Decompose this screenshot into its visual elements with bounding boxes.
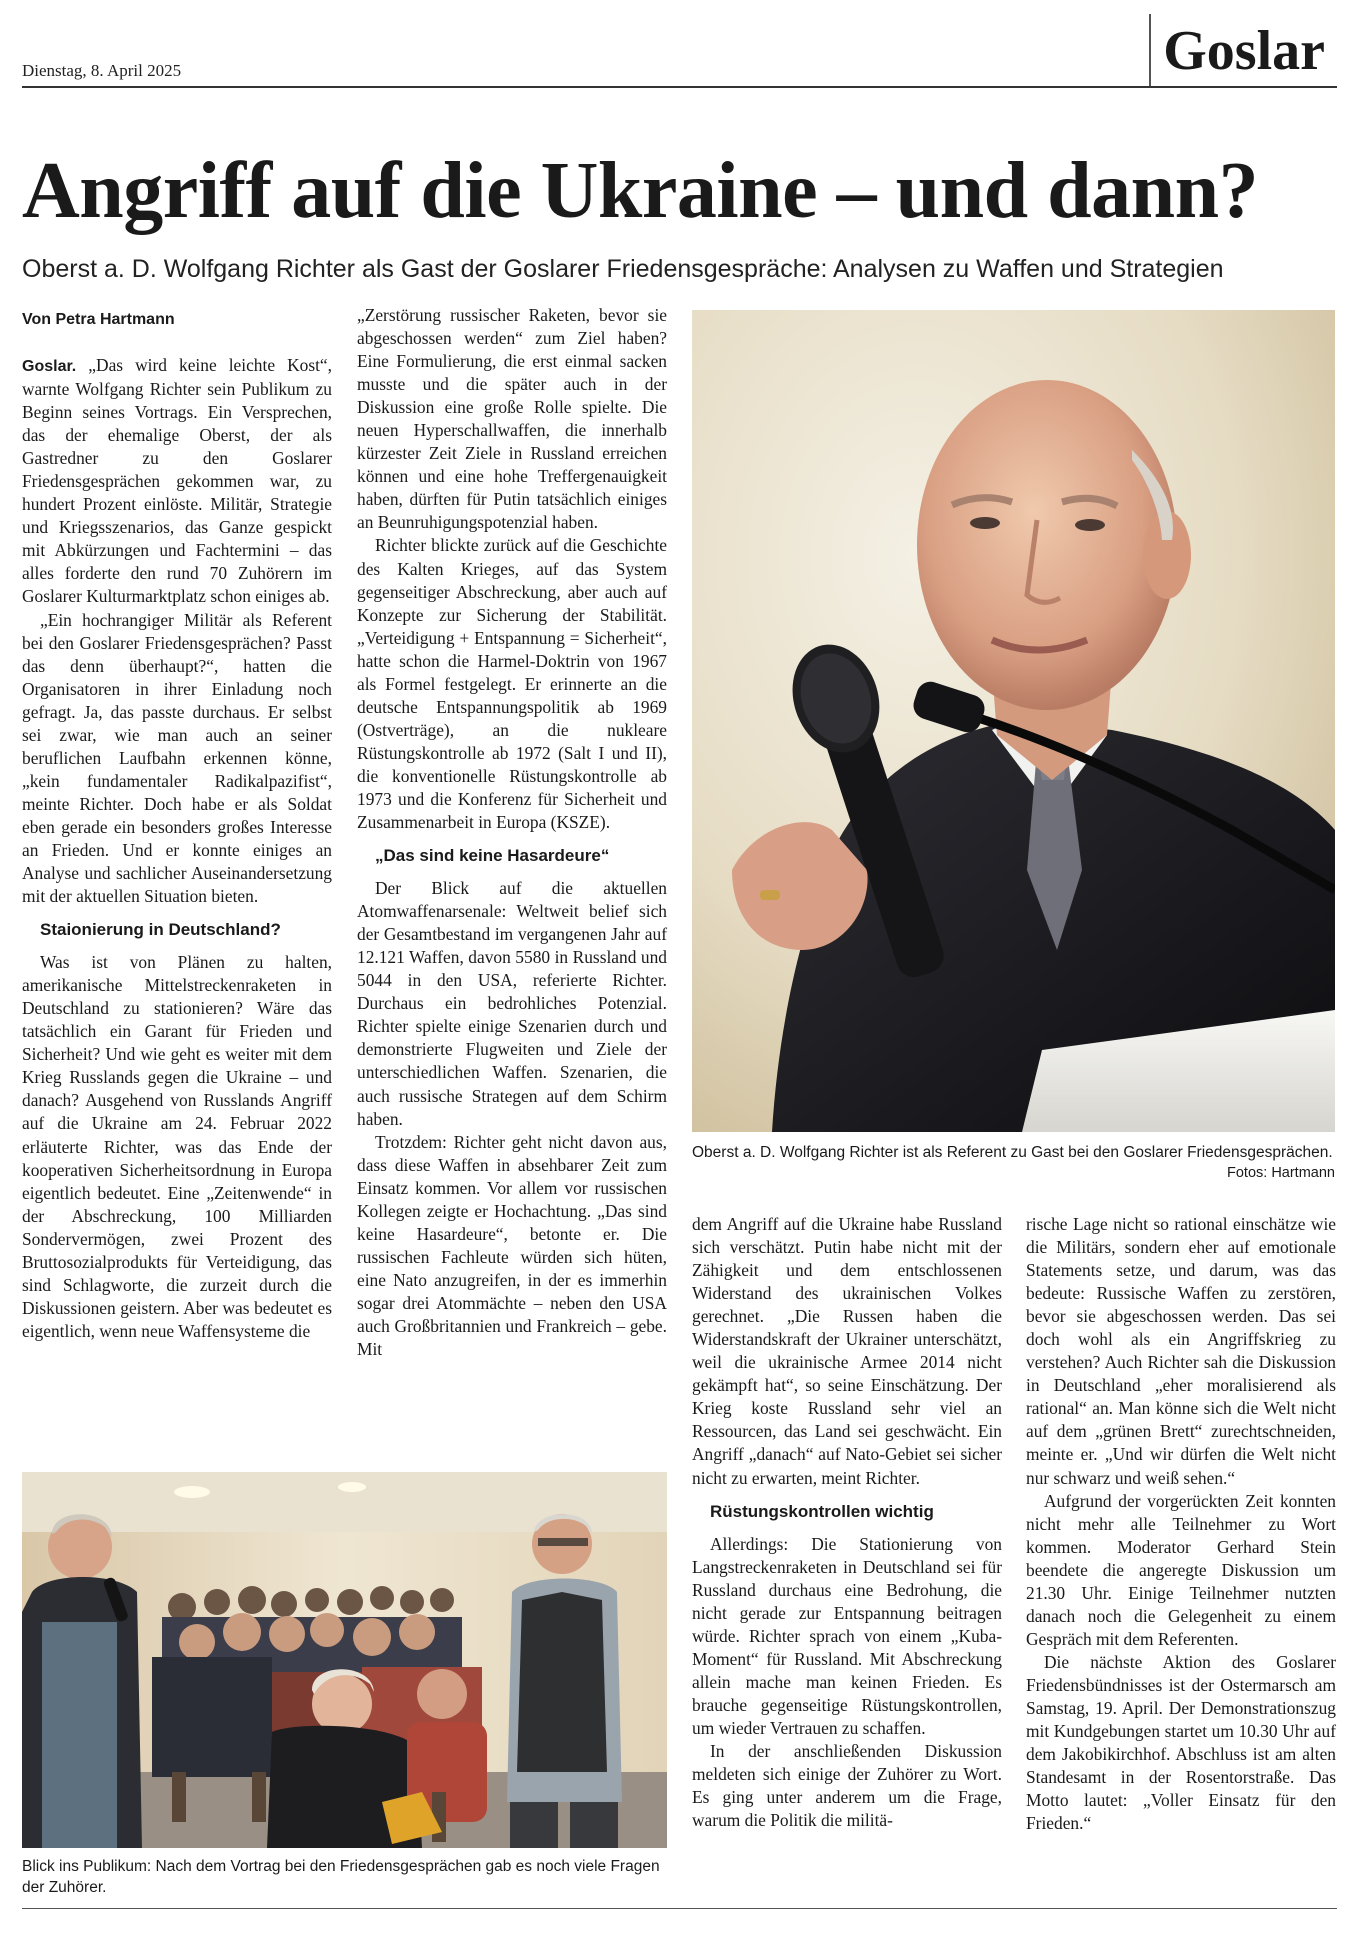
paragraph: Der Blick auf die aktuellen Atomwaffenarsenale: Weltweit belief sich der Gesamtbestand im vergangenen Jahr auf 12.121 Waffen, davon 5580 in Russland und 5044 in den USA, referierte Richter. Durchaus ein bedrohliches Potenzial. Richter spielte einige Szenarien durch und demonstrierte Flugweiten und Ziele der unterschiedlichen Waffen. Szenarien, die auch russische Strategen auf dem Schirm haben. bbox=[357, 878, 667, 1129]
section-title: Goslar bbox=[1149, 14, 1333, 88]
paragraph: dem Angriff auf die Ukraine habe Russland sich verschätzt. Putin habe nicht mit der Zähigkeit und dem entschlossenen Widerstand des ukrainischen Volkes gerechnet. „Die Russen haben die Widerstandskraft der Ukrainer unterschätzt, weil die ukrainische Armee 2014 nicht gekämpft hat“, so seine Einschätzung. Der Krieg koste Russland sehr viel an Ressourcen, das Land sei geschwächt. Ein Angriff „danach“ auf Nato-Gebiet sei sicher nicht zu erwarten, meint Richter. bbox=[692, 1214, 1002, 1488]
issue-date: Dienstag, 8. April 2025 bbox=[22, 61, 182, 80]
byline: Von Petra Hartmann bbox=[22, 311, 175, 328]
paragraph: Was ist von Plänen zu halten, amerikanische Mittelstreckenraketen in Deutschland zu stationieren? Wäre das tatsächlich ein Garant für Frieden und Sicherheit? Und wie geht es weiter mit dem Krieg Russlands gegen die Ukraine – und danach? Ausgehend von Russlands Angriff auf die Ukraine am 24. Februar 2022 erläuterte Richter, was das Ende der kooperativen Sicherheitsordnung in Europa eigentlich bedeutet. Eine „Zeitenwende“ in der Abschreckung, 100 Milliarden Sondervermögen, zwei Prozent des Bruttosozialprodukts für Verteidigung, das sind Schlagworte, die zurzeit durch die Diskussionen geistern. Aber was bedeutet es eigentlich, wenn neue Waffensysteme die bbox=[22, 952, 332, 1341]
page-header bbox=[22, 14, 1337, 88]
paragraph: „Zerstörung russischer Raketen, bevor sie abgeschossen werden“ zum Ziel haben? Eine Formulierung, die erst einmal sacken musste und die später auch in der Diskussion eine große Rolle spielte. Die neuen Hyperschallwaffen, die innerhalb kürzester Zeit Ziele in Russland erreichen können und eine hohe Treffergenauigkeit haben, dürften für Putin tatsächlich einiges an Beunruhigungspotenzial haben. bbox=[357, 305, 667, 533]
paragraph: Goslar. „Das wird keine leichte Kost“, warnte Wolfgang Richter sein Publikum zu Beginn seines Vortrags. Ein Versprechen, das der ehemalige Oberst, der als Gastredner zu den Goslarer Friedensgesprächen gekommen war, zu hundert Prozent einlöste. Militär, Strategie und Kriegsszenarios, das Ganze gespickt mit Abkürzungen und Fachtermini – das alles forderte den rund 70 Zuhörern im Goslarer Kulturmarktplatz schon einiges ab. bbox=[22, 355, 332, 607]
dateline: Goslar. bbox=[22, 358, 77, 375]
header-rule bbox=[22, 86, 1337, 88]
paragraph: rische Lage nicht so rational einschätze wie die Militärs, sondern eher auf emotionale Statements setze, und darum, was das bedeute: Russische Waffen zu zerstören, bevor sie abgeschossen werden. Das sei doch wohl als ein Angriffskrieg zu verstehen? Auch Richter sah die Diskussion in Deutschland „eher moralisierend als rational“ an. Man könne sich die Welt nicht auf dem „grünen Brett“ zurechtschneiden, meinte er. „Und wir dürfen die Welt nicht nur schwarz und weiß sehen.“ bbox=[1026, 1214, 1336, 1488]
paragraph: Richter blickte zurück auf die Geschichte des Kalten Krieges, auf das System gegenseitiger Abschreckung, aber auch auf Konzepte zur Sicherung der Stabilität. „Verteidigung + Entspannung = Sicherheit“, hatte schon die Harmel-Doktrin von 1967 als Formel festgelegt. Er erinnerte an die deutsche Entspannungspolitik ab 1969 (Ostverträge), an die nukleare Rüstungskontrolle ab 1972 (Salt I und II), die konventionelle Rüstungskontrolle ab 1973 und die Konferenz für Sicherheit und Zusammenarbeit in Europa (KSZE). bbox=[357, 535, 667, 833]
paragraph: Allerdings: Die Stationierung von Langstreckenraketen in Deutschland sei für Russland durchaus eine Bedrohung, die nicht gerade zur Entspannung beitragen würde. Richter sprach von einem „Kuba-Moment“ für Russland. Mit Abschreckung allein mache man keinen Frieden. Es brauche gegenseitige Rüstungskontrollen, um wieder Vertrauen zu schaffen. bbox=[692, 1533, 1002, 1738]
paragraph: Die nächste Aktion des Goslarer Friedensbündnisses ist der Ostermarsch am Samstag, 19. April. Der Demonstrationszug mit Kundgebungen startet um 10.30 Uhr auf dem Jakobikirchhof. Abschluss ist am alten Standesamt in der Rosentorstraße. Das Motto lautet: „Voller Einsatz für den Frieden.“ bbox=[1026, 1651, 1336, 1834]
article-column-2 bbox=[357, 304, 667, 1361]
caption-text: Oberst a. D. Wolfgang Richter ist als Referent zu Gast bei den Goslarer Friedensgesprächen. bbox=[692, 1144, 1333, 1161]
headline: Angriff auf die Ukraine – und dann? bbox=[22, 147, 1259, 235]
subheadline: Oberst a. D. Wolfgang Richter als Gast der Goslarer Friedensgespräche: Analysen zu Waffen und Strategien bbox=[22, 255, 1224, 283]
paragraph: Aufgrund der vorgerückten Zeit konnten nicht mehr alle Teilnehmer zu Wort kommen. Moderator Gerhard Stein beendete die angeregte Diskussion um 21.30 Uhr. Einige Teilnehmer nutzten danach noch die Gelegenheit zu einem Gespräch mit dem Referenten. bbox=[1026, 1490, 1336, 1649]
article-column-3 bbox=[692, 1213, 1002, 1832]
audience-photo-caption: Blick ins Publikum: Nach dem Vortrag bei den Friedensgesprächen gab es noch viele Fragen der Zuhörer. bbox=[22, 1858, 660, 1896]
article-column-4 bbox=[1026, 1213, 1336, 1835]
article-column-1 bbox=[22, 308, 332, 1343]
paragraph: In der anschließenden Diskussion meldeten sich einige der Zuhörer zu Wort. Es ging unter anderem um die Frage, warum die Politik die militä- bbox=[692, 1740, 1002, 1831]
speaker-photo bbox=[692, 310, 1335, 1132]
subheading: Staionierung in Deutschland? bbox=[40, 920, 281, 940]
paragraph: Trotzdem: Richter geht nicht davon aus, dass diese Waffen in absehbarer Zeit zum Einsatz kommen. Vor allem vor russischen Kollegen zeigte er Hochachtung. „Das sind keine Hasardeure“, betonte er. Die russischen Fachleute würden sich hüten, eine Nato anzugreifen, in der es immerhin sogar drei Atommächte – neben den USA auch Großbritannien und Frankreich – gebe. Mit bbox=[357, 1131, 667, 1360]
speaker-photo-caption bbox=[692, 1142, 1335, 1181]
subheading: „Das sind keine Hasardeure“ bbox=[375, 846, 610, 866]
page-footer-rule bbox=[22, 1908, 1337, 1909]
photo-credit: Fotos: Hartmann bbox=[1227, 1165, 1335, 1181]
paragraph: „Ein hochrangiger Militär als Referent bei den Goslarer Friedensgesprächen? Passt das denn überhaupt?“, hatten die Organisatoren in ihrer Einladung noch gefragt. Ja, das passte durchaus. Er selbst sei zwar, wie man auch an seiner beruflichen Laufbahn erkennen könne, „kein fundamentaler Radikalpazifist“, meinte Richter. Doch habe er als Soldat eben gerade ein besonders großes Interesse an Frieden. Und er konnte einiges an Analyse und sachlicher Auseinandersetzung mit der aktuellen Situation bieten. bbox=[22, 609, 332, 907]
audience-photo bbox=[22, 1472, 667, 1848]
subheading: Rüstungskontrollen wichtig bbox=[710, 1501, 934, 1521]
